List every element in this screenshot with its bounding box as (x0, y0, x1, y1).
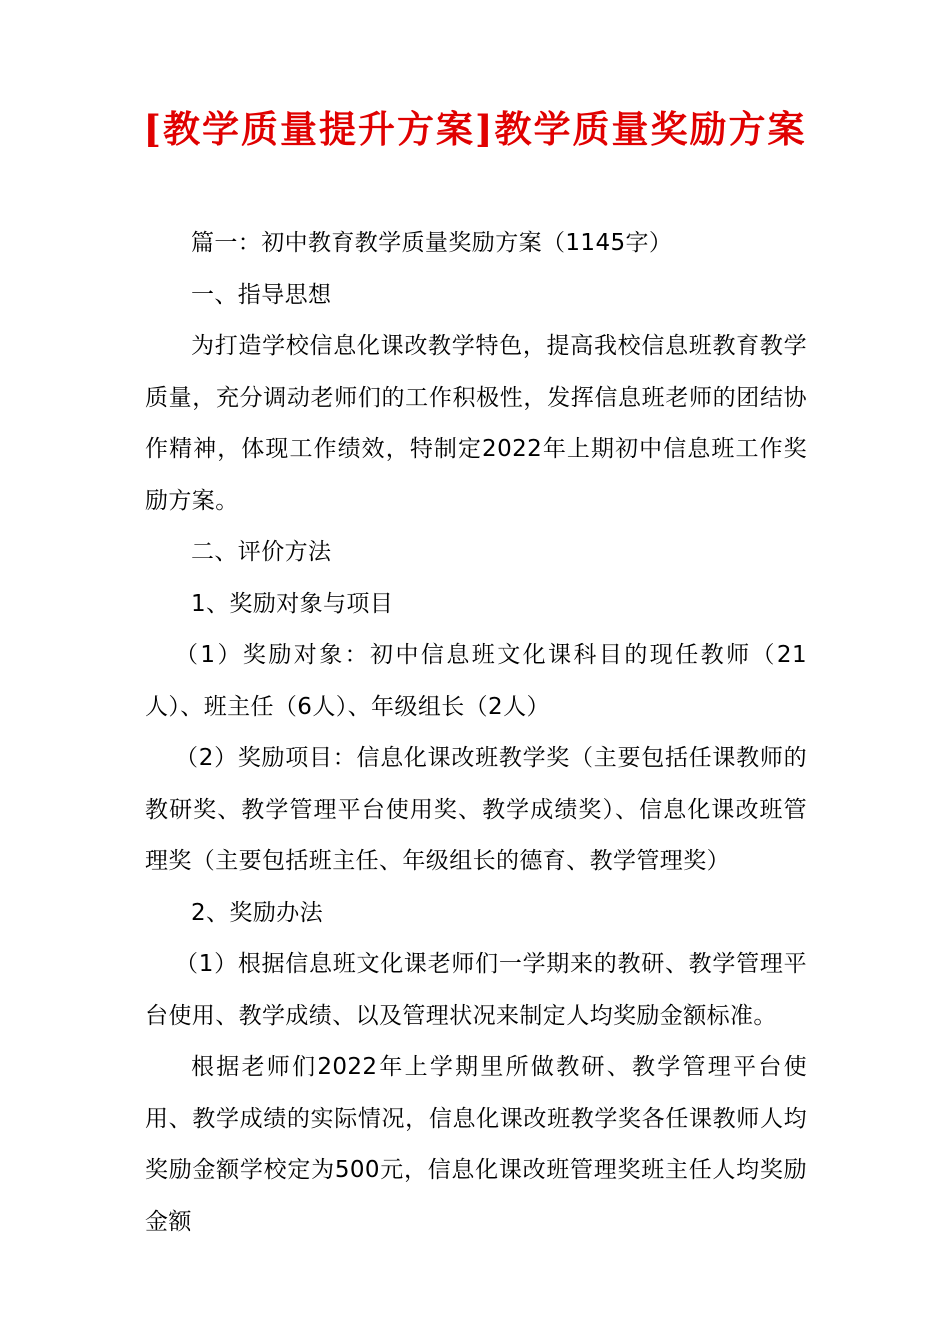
heading-guiding-ideology: 一、指导思想 (191, 281, 332, 308)
document-title: [教学质量提升方案]教学质量奖励方案 (143, 107, 807, 151)
heading-evaluation-method: 二、评价方法 (191, 539, 332, 565)
paragraph-award-items: （2）奖励项目：信息化课改班教学奖（主要包括任课教师的教研奖、教学管理平台使用奖、教学成绩奖）、信息化课改班管理奖（主要包括班主任、年级组长的德育、教学管理奖） (145, 745, 807, 874)
heading-award-targets: 1、奖励对象与项目 (191, 590, 394, 617)
paragraph-guiding-ideology: 为打造学校信息化课改教学特色，提高我校信息班教育教学质量，充分调动老师们的工作积极性，发挥信息班老师的团结协作精神，体现工作绩效，特制定2022年上期初中信息班工作奖励方案。 (145, 333, 807, 514)
paragraph-award-targets: （1）奖励对象：初中信息班文化课科目的现任教师（21人）、班主任（6人）、年级组长（2人） (145, 642, 807, 720)
section-heading-part-one: 篇一：初中教育教学质量奖励方案（1145字） (191, 230, 673, 256)
paragraph-award-amounts: 根据老师们2022年上学期里所做教研、教学管理平台使用、教学成绩的实际情况，信息化课改班教学奖各任课教师人均奖励金额学校定为500元，信息化课改班管理奖班主任人均奖励金额 (145, 1054, 807, 1235)
paragraph-award-standard: （1）根据信息班文化课老师们一学期来的教研、教学管理平台使用、教学成绩、以及管理状况来制定人均奖励金额标准。 (145, 951, 807, 1029)
document-body (145, 218, 807, 1248)
heading-award-method: 2、奖励办法 (191, 899, 324, 926)
